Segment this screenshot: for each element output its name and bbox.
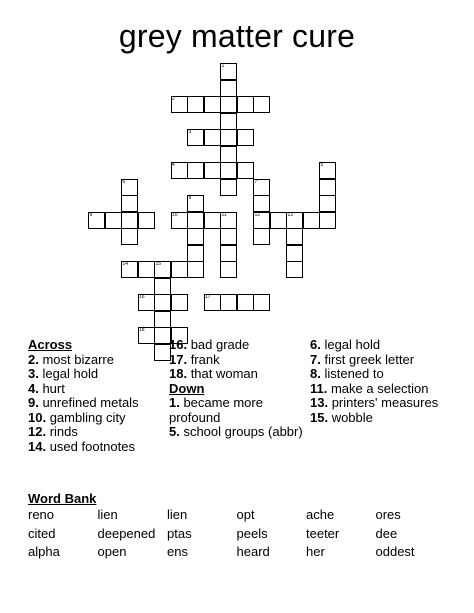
- clue-number-label: 12: [254, 211, 261, 218]
- word-bank-word: ache: [306, 507, 335, 522]
- clue-number-label: 6: [122, 178, 126, 185]
- clue-number: 9.: [28, 395, 39, 410]
- clue-number-label: 1: [221, 63, 225, 69]
- clue-number-label: 2: [172, 96, 175, 102]
- word-bank-word: lien: [97, 507, 118, 522]
- clue-item: [169, 353, 309, 368]
- clue-number: 4.: [28, 380, 39, 396]
- clue-item: [310, 382, 460, 397]
- grid-cell[interactable]: [187, 245, 204, 262]
- grid-cell[interactable]: [237, 294, 254, 311]
- clue-text: became more profound: [169, 395, 263, 425]
- grid-cell[interactable]: [220, 113, 237, 130]
- grid-cell[interactable]: [286, 261, 303, 278]
- grid-cell[interactable]: [138, 261, 155, 278]
- word-bank-heading: Word Bank: [28, 491, 97, 506]
- clue-number-label: 3: [188, 129, 192, 135]
- clue-text: printers' measures: [328, 395, 439, 410]
- down-clues-column: [310, 338, 460, 425]
- clue-number: 10.: [28, 409, 47, 425]
- clue-item: [28, 411, 168, 426]
- grid-cell[interactable]: [220, 245, 237, 262]
- grid-cell[interactable]: [154, 294, 171, 311]
- word-bank-word: her: [306, 544, 325, 559]
- word-bank-word: opt: [236, 507, 255, 522]
- grid-cell[interactable]: [220, 80, 237, 97]
- clue-text: first greek letter: [320, 351, 415, 367]
- grid-cell[interactable]: [237, 162, 254, 179]
- grid-cell[interactable]: [154, 311, 171, 328]
- clue-number: 13.: [310, 395, 329, 410]
- clue-text: legal hold: [320, 337, 381, 352]
- clue-number: 3.: [28, 366, 39, 381]
- grid-cell[interactable]: [220, 96, 237, 113]
- grid-cell[interactable]: [253, 294, 270, 311]
- grid-cell[interactable]: [253, 228, 270, 245]
- clue-item: [169, 396, 309, 425]
- grid-cell[interactable]: [286, 245, 303, 262]
- clue-number: 18.: [169, 366, 188, 381]
- clue-number-label: 18: [139, 327, 145, 333]
- grid-cell[interactable]: [105, 212, 122, 229]
- word-bank-word: ores: [375, 507, 401, 522]
- clue-text: rinds: [46, 424, 78, 439]
- clue-item: [28, 396, 168, 411]
- clue-item: [169, 338, 309, 353]
- grid-cell[interactable]: [220, 146, 237, 163]
- clue-number: 2.: [28, 351, 39, 367]
- grid-cell[interactable]: [253, 96, 270, 113]
- grid-cell[interactable]: [187, 212, 204, 229]
- grid-cell[interactable]: [138, 212, 155, 229]
- clue-number: 16.: [169, 337, 188, 352]
- word-bank-word: deepened: [97, 525, 156, 541]
- clue-item: [310, 367, 460, 382]
- grid-cell[interactable]: [319, 212, 336, 229]
- word-bank-word: ens: [167, 544, 188, 559]
- grid-cell[interactable]: [204, 96, 221, 113]
- clue-number-label: 14: [122, 261, 129, 267]
- word-bank-word: lien: [167, 507, 188, 522]
- clue-number-label: 4: [172, 162, 175, 168]
- grid-cell[interactable]: [171, 261, 188, 278]
- grid-cell[interactable]: [171, 294, 188, 311]
- clue-text: wobble: [328, 409, 373, 425]
- clue-number: 14.: [28, 438, 47, 454]
- word-bank-word: dee: [375, 525, 398, 541]
- clue-item: [28, 367, 168, 382]
- grid-cell[interactable]: [121, 212, 138, 229]
- clue-number: 12.: [28, 424, 47, 439]
- clue-number-label: 13: [287, 211, 294, 218]
- grid-cell[interactable]: [204, 129, 221, 146]
- clue-item: [28, 425, 168, 440]
- clue-text: hurt: [38, 380, 65, 396]
- grid-cell[interactable]: [237, 96, 254, 113]
- clue-number-label: 17: [205, 294, 211, 300]
- clue-number: 1.: [169, 395, 180, 410]
- clue-item: [310, 411, 460, 426]
- grid-cell[interactable]: [220, 129, 237, 146]
- grid-cell[interactable]: [121, 195, 138, 212]
- clue-item: [169, 367, 309, 382]
- clue-number-label: 11: [221, 211, 227, 218]
- grid-cell[interactable]: [220, 179, 237, 196]
- grid-cell[interactable]: [303, 212, 320, 229]
- across-clues-column: [28, 338, 168, 454]
- clue-item: [169, 425, 309, 440]
- grid-cell[interactable]: [154, 278, 171, 295]
- word-bank-word: ptas: [167, 525, 192, 541]
- clue-item: [310, 353, 460, 368]
- grid-cell[interactable]: [220, 261, 237, 278]
- grid-cell[interactable]: [286, 228, 303, 245]
- grid-cell[interactable]: [204, 212, 221, 229]
- clue-number-label: 15: [155, 261, 162, 267]
- clue-number: 5.: [169, 424, 180, 439]
- clue-item: [310, 396, 460, 411]
- word-bank-word: oddest: [375, 544, 415, 559]
- word-bank: [28, 507, 468, 563]
- clue-text: frank: [187, 351, 220, 367]
- grid-cell[interactable]: [237, 129, 254, 146]
- grid-cell[interactable]: [319, 179, 336, 196]
- grid-cell[interactable]: [187, 261, 204, 278]
- clue-text: gambling city: [46, 409, 126, 425]
- word-bank-word: cited: [28, 525, 56, 541]
- word-bank-row: [28, 526, 468, 545]
- grid-cell[interactable]: [187, 228, 204, 245]
- grid-cell[interactable]: [187, 96, 204, 113]
- clue-number: 15.: [310, 409, 329, 425]
- clue-number-label: 5: [320, 162, 324, 168]
- clue-number-label: 8: [188, 195, 192, 201]
- clue-text: legal hold: [38, 366, 99, 381]
- grid-cell[interactable]: [319, 195, 336, 212]
- word-bank-word: heard: [236, 544, 270, 559]
- across-heading: Across: [28, 337, 73, 352]
- clue-item: [28, 382, 168, 397]
- word-bank-word: reno: [28, 507, 55, 522]
- word-bank-row: [28, 507, 468, 526]
- grid-cell[interactable]: [121, 228, 138, 245]
- clue-item: [28, 353, 168, 368]
- grid-cell[interactable]: [253, 195, 270, 212]
- clue-number: 6.: [310, 337, 321, 352]
- clue-text: listened to: [320, 366, 384, 381]
- word-bank-word: alpha: [28, 544, 60, 559]
- grid-cell[interactable]: [220, 162, 237, 179]
- clues-middle-column: [169, 338, 309, 440]
- clue-number-label: 9: [89, 211, 93, 218]
- clue-text: bad grade: [187, 337, 250, 352]
- clue-text: make a selection: [327, 380, 429, 396]
- grid-cell[interactable]: [204, 162, 221, 179]
- grid-cell[interactable]: [270, 212, 287, 229]
- clue-number-label: 16: [139, 294, 145, 300]
- puzzle-title: grey matter cure: [118, 18, 356, 54]
- clue-text: most bizarre: [38, 351, 114, 367]
- clue-item: [310, 338, 460, 353]
- clue-text: that woman: [187, 366, 258, 381]
- clue-item: [28, 440, 168, 455]
- word-bank-word: peels: [236, 525, 268, 541]
- grid-cell[interactable]: [220, 294, 237, 311]
- clue-number: 7.: [310, 351, 321, 367]
- word-bank-word: open: [97, 544, 127, 559]
- clue-number-label: 10: [172, 211, 178, 218]
- clue-text: school groups (abbr): [179, 424, 303, 439]
- down-heading: Down: [169, 380, 205, 396]
- clue-number: 8.: [310, 366, 321, 381]
- word-bank-row: [28, 544, 468, 563]
- clue-number: 11.: [310, 380, 328, 396]
- grid-cell[interactable]: [187, 162, 204, 179]
- grid-cell[interactable]: [220, 228, 237, 245]
- clue-number: 17.: [169, 351, 188, 367]
- clue-number-label: 7: [254, 178, 258, 185]
- word-bank-word: teeter: [306, 525, 340, 541]
- clue-text: unrefined metals: [38, 395, 139, 410]
- clue-text: used footnotes: [46, 438, 135, 454]
